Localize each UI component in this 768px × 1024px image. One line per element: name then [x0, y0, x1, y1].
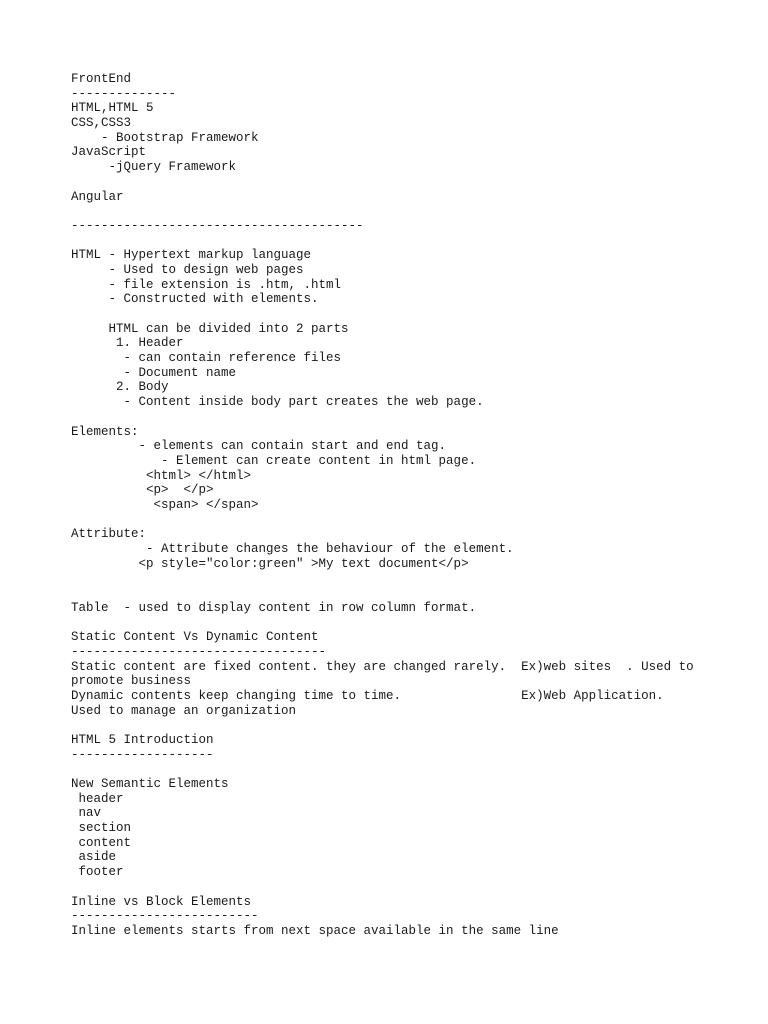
text-line: CSS,CSS3	[71, 116, 132, 131]
list-item: header	[71, 791, 124, 806]
text-line: 1. Header	[71, 336, 184, 351]
text-line: - can contain reference files	[71, 351, 342, 366]
text-line: Static content are fixed content. they are changed rarely. Ex)web sites . Used to	[71, 659, 694, 674]
blank-line	[71, 718, 748, 733]
separator-line: ---------------------------------------	[71, 218, 364, 233]
code-line: <html> </html>	[71, 468, 252, 483]
heading-inline-block: Inline vs Block Elements	[71, 894, 252, 909]
text-line: - Element can create content in html page.	[71, 453, 477, 468]
list-item: content	[71, 835, 132, 850]
blank-line	[71, 307, 748, 322]
text-line: Angular	[71, 189, 124, 204]
heading-static-dynamic: Static Content Vs Dynamic Content	[71, 630, 319, 645]
text-line: promote business	[71, 674, 192, 689]
text-line: - Attribute changes the behaviour of the element.	[71, 542, 514, 556]
underline-html5-intro: -------------------	[71, 747, 214, 762]
blank-line	[71, 234, 748, 249]
underline-frontend: --------------	[71, 86, 177, 101]
blank-line	[71, 586, 748, 601]
text-line: - elements can contain start and end tag.	[71, 439, 447, 454]
code-line: <p style="color:green" >My text document</p>	[71, 556, 469, 571]
list-item: nav	[71, 806, 102, 821]
code-line: <p> </p>	[71, 483, 214, 498]
text-line: - Constructed with elements.	[71, 292, 319, 307]
blank-line	[71, 513, 748, 528]
list-item: section	[71, 821, 132, 836]
heading-elements: Elements:	[71, 424, 139, 439]
list-item: aside	[71, 850, 117, 865]
text-line: Dynamic contents keep changing time to time. Ex)Web Application.	[71, 688, 664, 703]
text-line: - Content inside body part creates the web page.	[71, 395, 484, 410]
blank-line	[71, 410, 748, 425]
blank-line	[71, 571, 748, 586]
text-line: 2. Body	[71, 380, 169, 395]
heading-attribute: Attribute:	[71, 527, 147, 542]
heading-semantic-elements: New Semantic Elements	[71, 777, 229, 791]
blank-line	[71, 204, 748, 219]
text-line: - Bootstrap Framework	[71, 130, 259, 145]
text-line: JavaScript	[71, 145, 147, 160]
text-line: -jQuery Framework	[71, 160, 237, 175]
text-line: HTML,HTML 5	[71, 101, 154, 116]
list-item: footer	[71, 865, 124, 880]
text-line: Used to manage an organization	[71, 703, 297, 718]
underline-inline-block: -------------------------	[71, 909, 259, 924]
heading-frontend: FrontEnd	[71, 72, 132, 86]
text-line: - Used to design web pages	[71, 262, 304, 277]
blank-line	[71, 615, 748, 630]
text-line: HTML can be divided into 2 parts	[71, 321, 349, 336]
heading-table: Table - used to display content in row column format.	[71, 600, 477, 615]
underline-static-dynamic: ----------------------------------	[71, 644, 327, 659]
blank-line	[71, 880, 748, 895]
code-line: <span> </span>	[71, 497, 259, 512]
text-line: Inline elements starts from next space available in the same line	[71, 923, 559, 938]
blank-line	[71, 762, 748, 777]
text-line: - Document name	[71, 365, 237, 380]
heading-html5-intro: HTML 5 Introduction	[71, 732, 214, 747]
heading-html: HTML - Hypertext markup language	[71, 248, 312, 263]
blank-line	[71, 175, 748, 190]
document-page	[71, 72, 748, 939]
text-line: - file extension is .htm, .html	[71, 277, 342, 292]
